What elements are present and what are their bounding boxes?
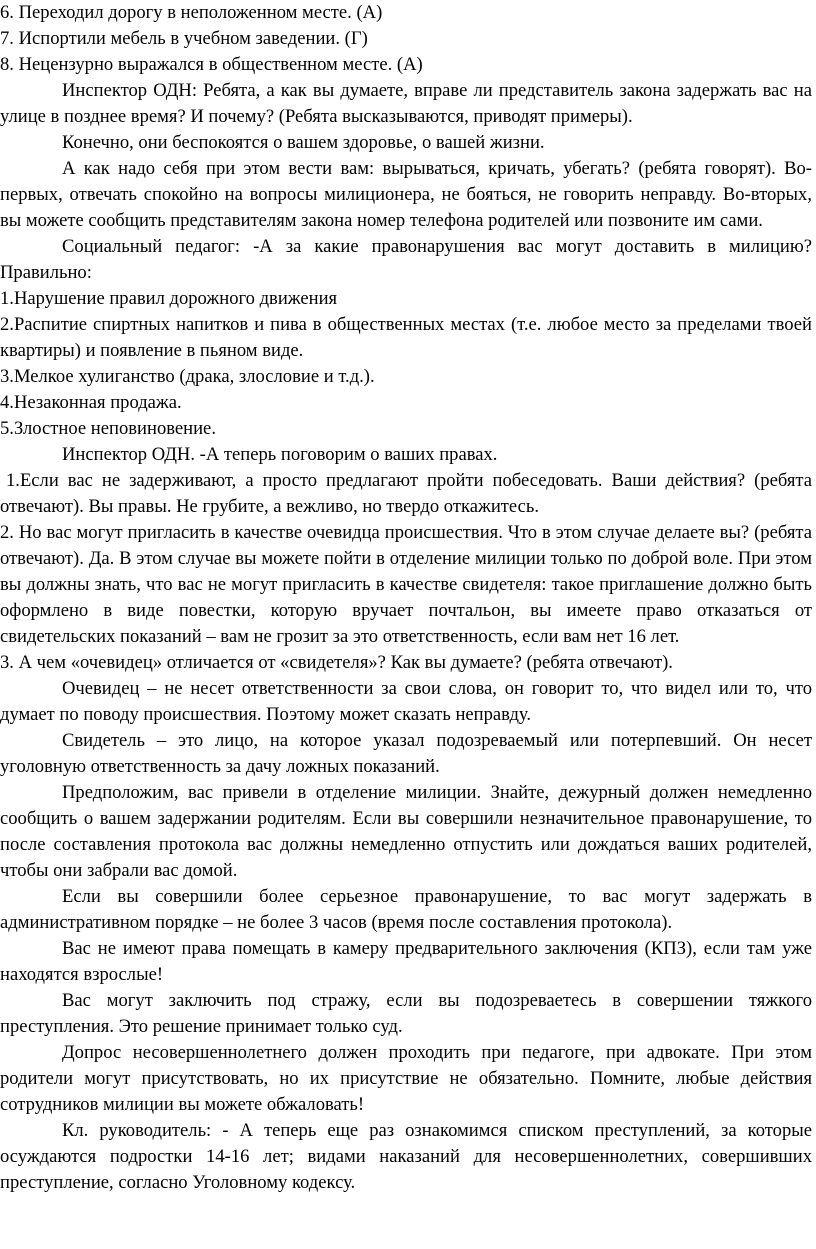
paragraph: Вас могут заключить под стражу, если вы подозреваетесь в совершении тяжкого преступления. Это решение принимает только суд. [0, 990, 812, 1037]
paragraph: Вас не имеют права помещать в камеру предварительного заключения (КПЗ), если там уже находятся взрослые! [0, 938, 812, 985]
paragraph: Инспектор ОДН. -А теперь поговорим о ваших правах. [62, 444, 498, 465]
paragraph: Социальный педагог: -А за какие правонарушения вас могут доставить в милицию? Правильно: [0, 236, 812, 283]
paragraph: А как надо себя при этом вести вам: вырываться, кричать, убегать? (ребята говорят). Во-первых, отвечать спокойно на вопросы милиционера, не бояться, не говорить неправду. Во-вторых, вы можете сообщить представителям закона номер телефона родителей или позвоните им сами. [0, 158, 812, 231]
list-item: 3. А чем «очевидец» отличается от «свидетеля»? Как вы думаете? (ребята отвечают). [0, 652, 673, 673]
paragraph: Конечно, они беспокоятся о вашем здоровье, о вашей жизни. [62, 132, 545, 153]
paragraph: Предположим, вас привели в отделение милиции. Знайте, дежурный должен немедленно сообщить о вашем задержании родителям. Если вы совершили незначительное правонарушение, то после составления протокола вас должны немедленно отпустить или дождаться ваших родителей, чтобы они забрали вас домой. [0, 782, 812, 881]
list-item: 5.Злостное неповиновение. [0, 418, 216, 439]
paragraph: Кл. руководитель: - А теперь еще раз ознакомимся списком преступлений, за которые осуждаются подростки 14-16 лет; видами наказаний для несовершеннолетних, совершивших преступление, согласно Уголовному кодексу. [0, 1120, 812, 1193]
paragraph: 7. Испортили мебель в учебном заведении. (Г) [0, 28, 368, 49]
list-item: 1.Нарушение правил дорожного движения [0, 288, 338, 309]
paragraph: 6. Переходил дорогу в неположенном месте. (А) [0, 2, 383, 23]
list-item: 1.Если вас не задерживают, а просто предлагают пройти побеседовать. Ваши действия? (ребята отвечают). Вы правы. Не грубите, а вежливо, но твердо откажитесь. [0, 470, 812, 517]
list-item: 3.Мелкое хулиганство (драка, злословие и т.д.). [0, 366, 375, 387]
list-item: 2. Но вас могут пригласить в качестве очевидца происшествия. Что в этом случае делаете вы? (ребята отвечают). Да. В этом случае вы можете пойти в отделение милиции только по доброй воле. При этом вы должны знать, что вас не могут пригласить в качестве свидетеля: такое приглашение должно быть оформлено в виде повестки, которую вручает почтальон, вы имеете право отказаться от свидетельских показаний – вам не грозит за это ответственность, если вам нет 16 лет. [0, 522, 812, 647]
paragraph: Инспектор ОДН: Ребята, а как вы думаете, вправе ли представитель закона задержать вас на улице в позднее время? И почему? (Ребята высказываются, приводят примеры). [0, 80, 812, 127]
list-item: 2.Распитие спиртных напитков и пива в общественных местах (т.е. любое место за пределами твоей квартиры) и появление в пьяном виде. [0, 314, 812, 361]
paragraph: 8. Нецензурно выражался в общественном месте. (А) [0, 54, 423, 75]
paragraph: Если вы совершили более серьезное правонарушение, то вас могут задержать в административном порядке – не более 3 часов (время после составления протокола). [0, 886, 812, 933]
paragraph: Допрос несовершеннолетнего должен проходить при педагоге, при адвокате. При этом родители могут присутствовать, но их присутствие не обязательно. Помните, любые действия сотрудников милиции вы можете обжаловать! [0, 1042, 812, 1115]
list-item: 4.Незаконная продажа. [0, 392, 182, 413]
paragraph: Очевидец – не несет ответственности за свои слова, он говорит то, что видел или то, что думает по поводу происшествия. Поэтому может сказать неправду. [0, 678, 812, 725]
paragraph: Свидетель – это лицо, на которое указал подозреваемый или потерпевший. Он несет уголовную ответственность за дачу ложных показаний. [0, 730, 812, 777]
